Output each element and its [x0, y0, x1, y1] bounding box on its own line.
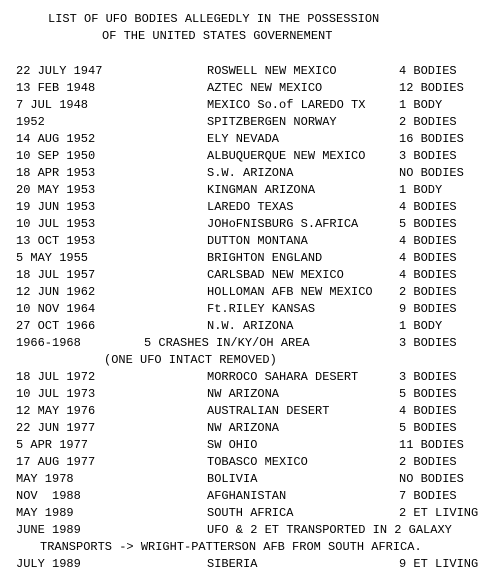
- entry-bodies: 16 BODIES: [399, 132, 464, 146]
- entry-date: 17 AUG 1977: [16, 455, 96, 469]
- entry-bodies: 5 BODIES: [399, 387, 457, 401]
- entry-location: SOUTH AFRICA: [207, 506, 294, 520]
- entry-bodies: 3 BODIES: [399, 336, 457, 350]
- entry-bodies: 7 BODIES: [399, 489, 457, 503]
- entry-date: 19 JUN 1953: [16, 200, 96, 214]
- entry-date: 12 JUN 1962: [16, 285, 96, 299]
- entry-date: JUNE 1989: [16, 523, 81, 537]
- entry-bodies: NO BODIES: [399, 472, 464, 486]
- entry-date: 1966-1968: [16, 336, 81, 350]
- entry-bodies: 5 BODIES: [399, 217, 457, 231]
- entry-location: 5 CRASHES IN/KY/OH AREA: [144, 336, 310, 350]
- entry-bodies: 2 BODIES: [399, 285, 457, 299]
- entry-date: 18 JUL 1972: [16, 370, 96, 384]
- entry-date: 13 OCT 1953: [16, 234, 96, 248]
- entry-location: N.W. ARIZONA: [207, 319, 294, 333]
- entry-location: AZTEC NEW MEXICO: [207, 81, 323, 95]
- entry-bodies: 3 BODIES: [399, 149, 457, 163]
- entry-location: NW ARIZONA: [207, 387, 280, 401]
- entry-location: JOHoFNISBURG S.AFRICA: [207, 217, 359, 231]
- entry-bodies: 1 BODY: [399, 98, 443, 112]
- entry-bodies: 4 BODIES: [399, 404, 457, 418]
- document-title-line-2: OF THE UNITED STATES GOVERNEMENT: [102, 29, 333, 43]
- entry-bodies: 1 BODY: [399, 183, 443, 197]
- entry-location: SIBERIA: [207, 557, 258, 571]
- entry-bodies: 2 ET LIVING: [399, 506, 479, 520]
- entry-location: MORROCO SAHARA DESERT: [207, 370, 359, 384]
- document-title-line-1: LIST OF UFO BODIES ALLEGEDLY IN THE POSSESSION: [48, 12, 380, 26]
- entry-date: 5 MAY 1955: [16, 251, 89, 265]
- intact-ufo-note: (ONE UFO INTACT REMOVED): [104, 353, 277, 367]
- entry-description: UFO & 2 ET TRANSPORTED IN 2 GALAXY: [207, 523, 452, 537]
- entry-date: 14 AUG 1952: [16, 132, 96, 146]
- entry-location: SW OHIO: [207, 438, 258, 452]
- entry-date: 10 NOV 1964: [16, 302, 96, 316]
- entry-bodies: 4 BODIES: [399, 251, 457, 265]
- entry-bodies: 9 ET LIVING: [399, 557, 479, 571]
- entry-date: 20 MAY 1953: [16, 183, 96, 197]
- entry-location: KINGMAN ARIZONA: [207, 183, 316, 197]
- entry-bodies: 1 BODY: [399, 319, 443, 333]
- entry-location: DUTTON MONTANA: [207, 234, 308, 248]
- entry-date: 1952: [16, 115, 45, 129]
- entry-bodies: 2 BODIES: [399, 115, 457, 129]
- entry-bodies: 2 BODIES: [399, 455, 457, 469]
- entry-location: AUSTRALIAN DESERT: [207, 404, 330, 418]
- entry-bodies: 4 BODIES: [399, 268, 457, 282]
- entry-bodies: 3 BODIES: [399, 370, 457, 384]
- entry-bodies: 4 BODIES: [399, 200, 457, 214]
- entry-date: 7 JUL 1948: [16, 98, 89, 112]
- entry-bodies: 5 BODIES: [399, 421, 457, 435]
- entry-date: JULY 1989: [16, 557, 81, 571]
- entry-location: LAREDO TEXAS: [207, 200, 294, 214]
- entry-location: MEXICO So.of LAREDO TX: [207, 98, 366, 112]
- entry-description-continuation: TRANSPORTS -> WRIGHT-PATTERSON AFB FROM SOUTH AFRICA.: [40, 540, 422, 554]
- entry-date: MAY 1989: [16, 506, 74, 520]
- entry-location: ALBUQUERQUE NEW MEXICO: [207, 149, 366, 163]
- entry-date: 10 JUL 1973: [16, 387, 96, 401]
- entry-date: 27 OCT 1966: [16, 319, 96, 333]
- entry-location: NW ARIZONA: [207, 421, 280, 435]
- entry-date: 18 JUL 1957: [16, 268, 96, 282]
- entry-bodies: 12 BODIES: [399, 81, 464, 95]
- entry-location: Ft.RILEY KANSAS: [207, 302, 316, 316]
- entry-location: AFGHANISTAN: [207, 489, 287, 503]
- entry-location: BOLIVIA: [207, 472, 258, 486]
- entry-date: 10 JUL 1953: [16, 217, 96, 231]
- entry-date: MAY 1978: [16, 472, 74, 486]
- entry-location: ELY NEVADA: [207, 132, 280, 146]
- entry-bodies: 4 BODIES: [399, 234, 457, 248]
- entry-location: ROSWELL NEW MEXICO: [207, 64, 337, 78]
- entry-date: 12 MAY 1976: [16, 404, 96, 418]
- entry-date: 10 SEP 1950: [16, 149, 96, 163]
- entry-location: BRIGHTON ENGLAND: [207, 251, 323, 265]
- entry-date: NOV 1988: [16, 489, 81, 503]
- entry-location: TOBASCO MEXICO: [207, 455, 308, 469]
- entry-location: SPITZBERGEN NORWAY: [207, 115, 337, 129]
- entry-location: CARLSBAD NEW MEXICO: [207, 268, 344, 282]
- entry-date: 13 FEB 1948: [16, 81, 96, 95]
- entry-date: 22 JUN 1977: [16, 421, 96, 435]
- entry-bodies: 4 BODIES: [399, 64, 457, 78]
- entry-bodies: 9 BODIES: [399, 302, 457, 316]
- entry-date: 18 APR 1953: [16, 166, 96, 180]
- entry-bodies: NO BODIES: [399, 166, 464, 180]
- entry-bodies: 11 BODIES: [399, 438, 464, 452]
- entry-date: 22 JULY 1947: [16, 64, 103, 78]
- entry-location: HOLLOMAN AFB NEW MEXICO: [207, 285, 373, 299]
- entry-location: S.W. ARIZONA: [207, 166, 294, 180]
- entry-date: 5 APR 1977: [16, 438, 89, 452]
